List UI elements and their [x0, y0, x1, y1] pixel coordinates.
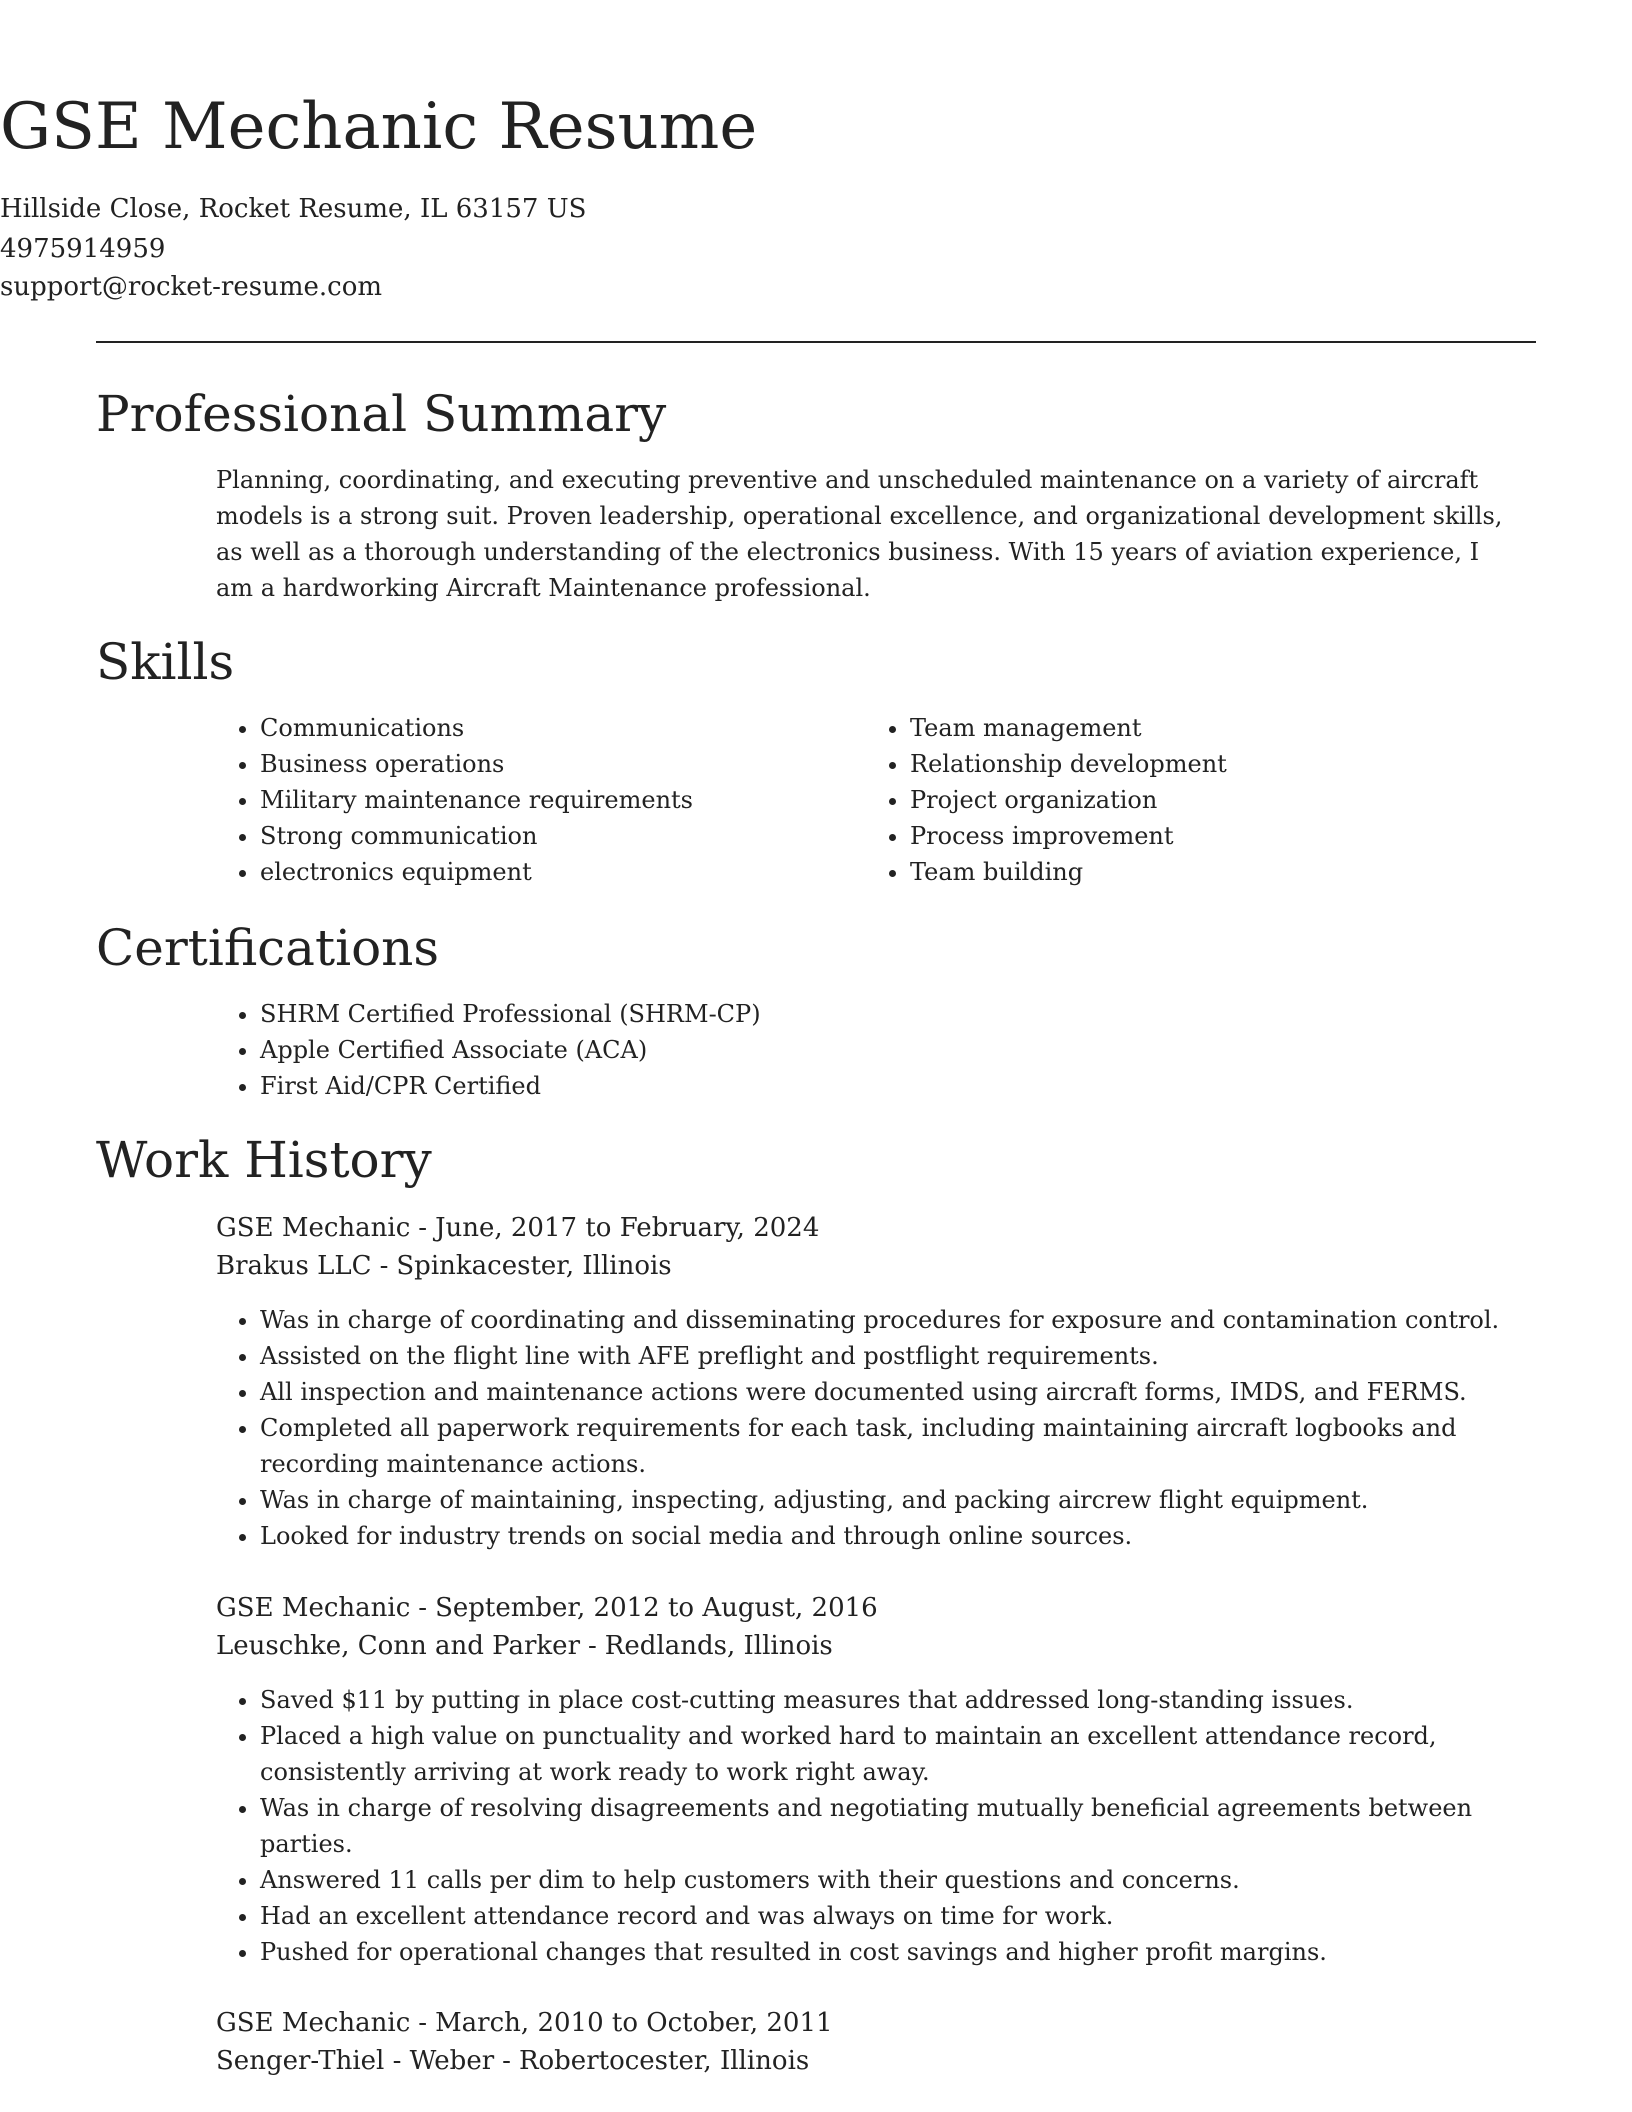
summary-text: Planning, coordinating, and executing preventive and unscheduled maintenance on a variety of aircraft models is a strong suit. Proven leadership, operational excellence, and organizational development skills, as well as a thorough understanding of the electronics business. With 15 years of aviation experience, I am a hardworking Aircraft Maintenance professional. — [216, 466, 1503, 602]
job-company-line — [216, 1247, 672, 1285]
skill-item: • Strong communication — [260, 818, 820, 854]
separator: - — [588, 1631, 597, 1661]
job-dates: September, 2012 to August, 2016 — [435, 1593, 878, 1623]
job-bullet: • Was in charge of coordinating and disseminating procedures for exposure and contamination control. — [260, 1302, 1540, 1338]
job-title-line — [216, 1209, 819, 1247]
separator: - — [418, 1213, 428, 1243]
skill-item: • Team management — [910, 710, 1470, 746]
contact-email: support@rocket-resume.com — [0, 272, 383, 302]
resume-title: GSE Mechanic Resume — [0, 90, 758, 164]
certification-item: • SHRM Certified Professional (SHRM-CP) — [260, 996, 1460, 1032]
job-dates: June, 2017 to February, 2024 — [435, 1213, 820, 1243]
job-bullet: • Looked for industry trends on social media and through online sources. — [260, 1518, 1540, 1554]
job-bullet: • Completed all paperwork requirements for each task, including maintaining aircraft logbooks and recording maintenance actions. — [260, 1410, 1540, 1482]
job-location: Redlands, Illinois — [604, 1631, 833, 1661]
job-company: Senger-Thiel - Weber — [216, 2046, 495, 2076]
job-bullet: • Placed a high value on punctuality and worked hard to maintain an excellent attendance record, consistently arriving at work ready to work right away. — [260, 1718, 1540, 1790]
separator: - — [418, 2008, 428, 2038]
skill-item: • Military maintenance requirements — [260, 782, 820, 818]
job-location: Robertocester, Illinois — [518, 2046, 810, 2076]
job-bullet: • Answered 11 calls per dim to help customers with their questions and concerns. — [260, 1862, 1540, 1898]
job-bullet: • Was in charge of resolving disagreements and negotiating mutually beneficial agreements between parties. — [260, 1790, 1540, 1862]
job-bullet: • All inspection and maintenance actions were documented using aircraft forms, IMDS, and FERMS. — [260, 1374, 1540, 1410]
job-bullet: • Pushed for operational changes that resulted in cost savings and higher profit margins. — [260, 1934, 1540, 1970]
job-company-line — [216, 1627, 833, 1665]
skill-item: • Communications — [260, 710, 820, 746]
job-title-line — [216, 1589, 878, 1627]
contact-address: Hillside Close, Rocket Resume, IL 63157 US — [0, 194, 587, 224]
job-location: Spinkacester, Illinois — [396, 1251, 672, 1281]
certification-item: • Apple Certified Associate (ACA) — [260, 1032, 1460, 1068]
header-divider — [96, 341, 1536, 343]
skill-item: • Project organization — [910, 782, 1470, 818]
skill-item: • Process improvement — [910, 818, 1470, 854]
job-bullet: • Was in charge of maintaining, inspecting, adjusting, and packing aircrew flight equipment. — [260, 1482, 1540, 1518]
job-title-line — [216, 2004, 833, 2042]
job-title: GSE Mechanic — [216, 2008, 411, 2038]
separator: - — [379, 1251, 389, 1281]
job-bullet: • Saved $11 by putting in place cost-cutting measures that addressed long-standing issues. — [260, 1682, 1540, 1718]
section-heading-certifications: Certifications — [96, 919, 440, 977]
contact-phone: 4975914959 — [0, 234, 166, 264]
job-bullet: • Had an excellent attendance record and was always on time for work. — [260, 1898, 1540, 1934]
skill-item: • Relationship development — [910, 746, 1470, 782]
skill-item: • Team building — [910, 854, 1470, 890]
job-company: Brakus LLC — [216, 1251, 372, 1281]
section-heading-work-history: Work History — [96, 1131, 432, 1189]
skills-list-left — [216, 710, 820, 890]
skill-item: • Business operations — [260, 746, 820, 782]
job-title: GSE Mechanic — [216, 1213, 411, 1243]
separator: - — [502, 2046, 511, 2076]
skill-item: • electronics equipment — [260, 854, 820, 890]
separator: - — [418, 1593, 428, 1623]
job-title: GSE Mechanic — [216, 1593, 411, 1623]
certification-item: • First Aid/CPR Certified — [260, 1068, 1460, 1104]
job-dates: March, 2010 to October, 2011 — [435, 2008, 833, 2038]
skills-list-right — [866, 710, 1470, 890]
job-company-line — [216, 2042, 809, 2080]
section-heading-summary: Professional Summary — [96, 385, 667, 443]
certifications-list — [216, 996, 1460, 1104]
job-bullet: • Assisted on the flight line with AFE preflight and postflight requirements. — [260, 1338, 1540, 1374]
job-bullets — [216, 1302, 1540, 1554]
job-company: Leuschke, Conn and Parker — [216, 1631, 580, 1661]
section-heading-skills: Skills — [96, 633, 235, 691]
job-bullets — [216, 1682, 1540, 1970]
